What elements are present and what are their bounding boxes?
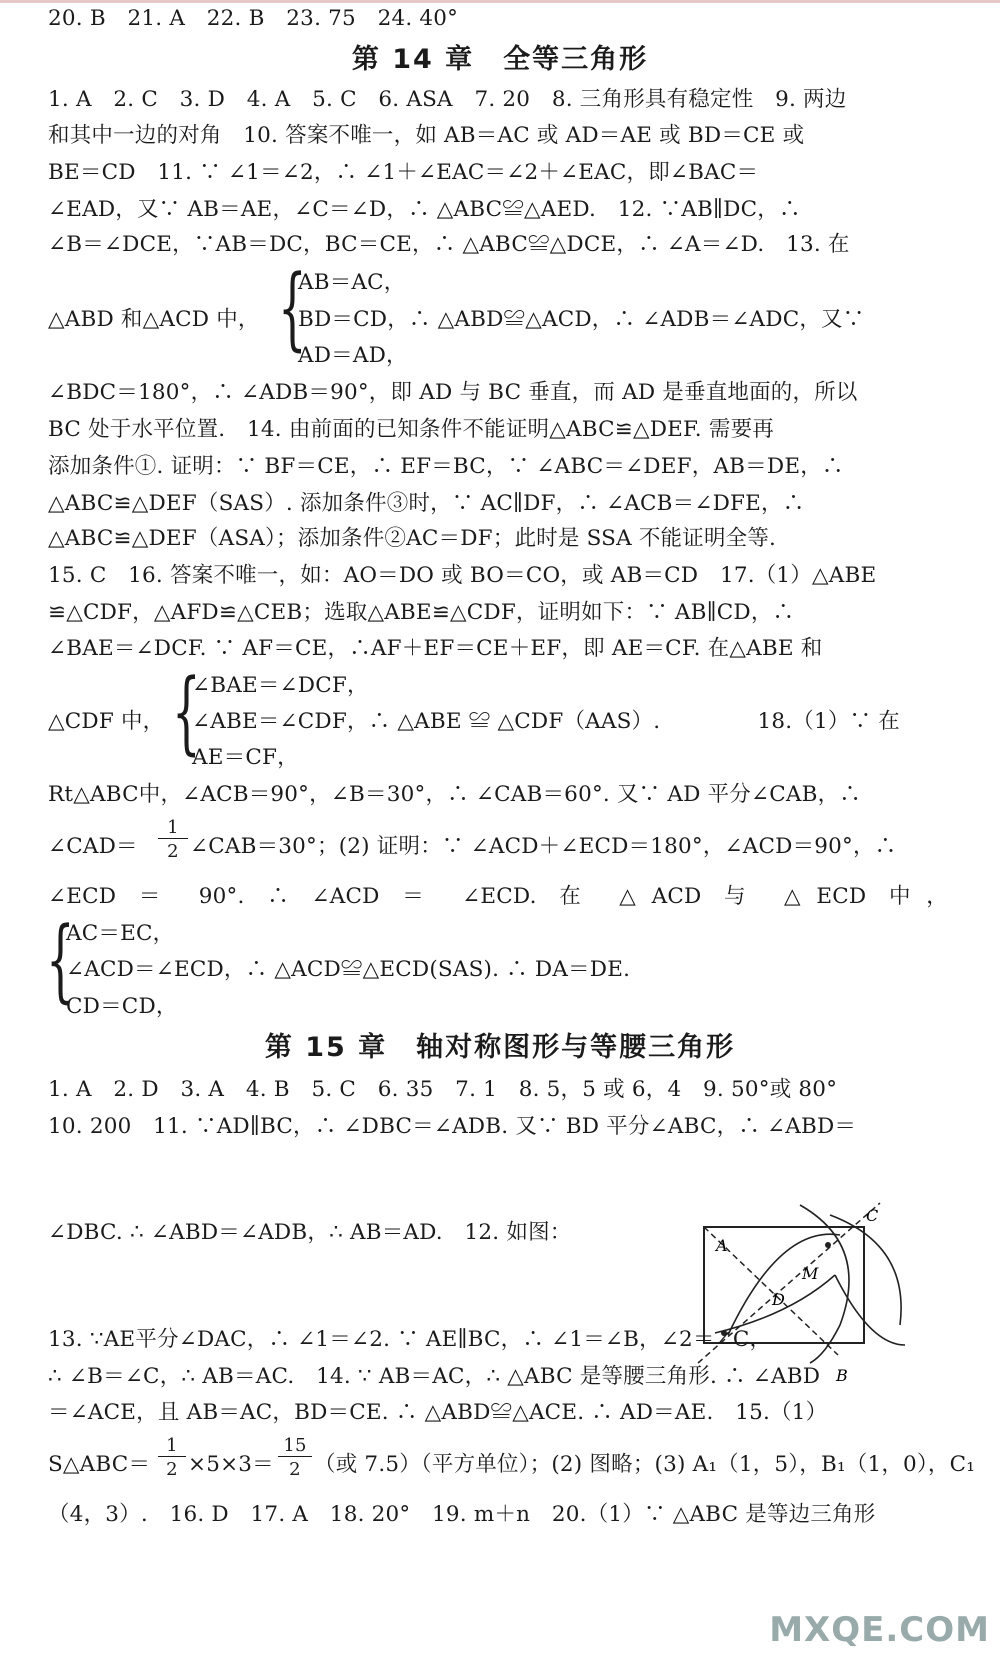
- answer-line: ∠BAE＝∠DCF. ∵ AF＝CE，∴AF＋EF＝CE＋EF，即 AE＝CF. 在△ABE 和: [48, 636, 823, 661]
- fraction-numerator: 1: [158, 818, 188, 839]
- answer-line: Rt△ABC中，∠ACB＝90°，∠B＝30°，∴ ∠CAB＝60°. 又∵ AD 平分∠CAB，∴: [48, 782, 861, 807]
- fraction-denominator: 2: [289, 1459, 301, 1480]
- answer-line: （或 7.5）（平方单位）；(2) 图略；(3) A₁（1，5），B₁（1，0），C₁: [314, 1452, 976, 1477]
- brace-line: AD＝AD，: [298, 343, 408, 368]
- answer-line: ＝∠ACE，且 AB＝AC，BD＝CE. ∴ △ABD≌△ACE. ∴ AD＝AE. 15.（1）: [48, 1400, 828, 1425]
- answer-line: 1. A 2. C 3. D 4. A 5. C 6. ASA 7. 20 8. 三角形具有稳定性 9. 两边: [48, 87, 847, 112]
- brace-line: BD＝CD，∴ △ABD≌△ACD，∴ ∠ADB＝∠ADC，又∵: [298, 307, 865, 332]
- answer-line: ∠CAB＝30°；(2) 证明：∵ ∠ACD＋∠ECD＝180°，∠ACD＝90°，∴: [190, 834, 897, 859]
- answer-line: 20. B 21. A 22. B 23. 75 24. 40°: [48, 6, 459, 31]
- answer-line: S△ABC＝: [48, 1452, 151, 1477]
- fraction-denominator: 2: [166, 1459, 178, 1480]
- answer-line: ∠B＝∠DCE，∵AB＝DC，BC＝CE，∴ △ABC≌△DCE，∴ ∠A＝∠D. 13. 在: [48, 232, 850, 257]
- answer-line: △ABC≌△DEF（SAS）. 添加条件③时，∵ AC∥DF，∴ ∠ACB＝∠DFE，∴: [48, 491, 805, 516]
- chapter-14-heading: 第 14 章 全等三角形: [351, 44, 649, 75]
- answer-line: △CDF 中，: [48, 709, 165, 734]
- brace-line: AE＝CF，: [192, 745, 299, 770]
- answer-line: ∴ ∠B＝∠C，∴ AB＝AC. 14. ∵ AB＝AC，∴ △ABC 是等腰三角形. ∴ ∠ABD: [48, 1364, 821, 1389]
- label-d: D: [772, 1290, 785, 1309]
- answer-line: 10. 200 11. ∵AD∥BC，∴ ∠DBC＝∠ADB. 又∵ BD 平分∠ABC，∴ ∠ABD＝: [48, 1114, 857, 1139]
- answer-line: ≌△CDF，△AFD≌△CEB；选取△ABE≌△CDF，证明如下：∵ AB∥CD，∴: [48, 600, 795, 625]
- label-m: M: [802, 1264, 819, 1283]
- brace-line: AC＝EC，: [66, 921, 175, 946]
- answer-line: 1. A 2. D 3. A 4. B 5. C 6. 35 7. 1 8. 5，5 或 6，4 9. 50°或 80°: [48, 1077, 838, 1102]
- answer-line: 15. C 16. 答案不唯一，如：AO＝DO 或 BO＝CO，或 AB＝CD 17.（1）△ABE: [48, 563, 877, 588]
- answer-line: 添加条件①. 证明：∵ BF＝CE，∴ EF＝BC，∵ ∠ABC＝∠DEF，AB＝DE，∴: [48, 454, 844, 479]
- brace-line: ∠ACD＝∠ECD，∴ △ACD≌△ECD(SAS). ∴ DA＝DE.: [66, 957, 631, 982]
- answer-line: BC 处于水平位置. 14. 由前面的已知条件不能证明△ABC≌△DEF. 需要再: [48, 417, 774, 442]
- answer-line: ∠DBC. ∴ ∠ABD＝∠ADB，∴ AB＝AD. 12. 如图：: [48, 1220, 572, 1245]
- fraction-numerator: 15: [278, 1436, 312, 1457]
- top-red-strip: [0, 0, 1000, 3]
- answer-line: BE＝CD 11. ∵ ∠1＝∠2，∴ ∠1＋∠EAC＝∠2＋∠EAC，即∠BAC＝: [48, 160, 759, 185]
- answer-line: ∠ECD ＝ 90°. ∴ ∠ACD ＝ ∠ECD. 在 △ACD 与 △ECD 中，: [48, 884, 948, 909]
- label-c: C: [866, 1206, 879, 1225]
- answer-line: 13. ∵AE平分∠DAC，∴ ∠1＝∠2. ∵ AE∥BC，∴ ∠1＝∠B，∠2＝∠C，: [48, 1327, 772, 1352]
- brace-line: ∠BAE＝∠DCF，: [192, 673, 369, 698]
- brace-line: CD＝CD，: [66, 994, 178, 1019]
- label-b: B: [836, 1366, 848, 1385]
- answer-line: （4，3）. 16. D 17. A 18. 20° 19. m＋n 20.（1）∵ △ABC 是等边三角形: [48, 1502, 876, 1527]
- answer-line: 和其中一边的对角 10. 答案不唯一，如 AB＝AC 或 AD＝AE 或 BD＝CE 或: [48, 123, 805, 148]
- answer-line: 18.（1）∵ 在: [757, 709, 900, 734]
- fraction-denominator: 2: [167, 841, 179, 862]
- answer-line: ×5×3＝: [188, 1452, 274, 1477]
- answer-line: △ABD 和△ACD 中，: [48, 307, 260, 332]
- label-a: A: [716, 1236, 728, 1255]
- left-brace: {: [172, 660, 201, 765]
- brace-line: AB＝AC，: [298, 270, 406, 295]
- chapter-15-heading: 第 15 章 轴对称图形与等腰三角形: [264, 1032, 736, 1063]
- fraction-numerator: 1: [158, 1436, 186, 1457]
- left-brace: {: [278, 256, 307, 361]
- answer-line: △ABC≌△DEF（ASA）；添加条件②AC＝DF；此时是 SSA 不能证明全等.: [48, 526, 777, 551]
- site-watermark: MXQE.COM: [769, 1610, 990, 1650]
- answer-line: ∠CAD＝: [48, 834, 138, 859]
- answer-line: ∠EAD，又∵ AB＝AE，∠C＝∠D，∴ △ABC≌△AED. 12. ∵AB∥DC，∴: [48, 197, 801, 222]
- left-brace: {: [46, 908, 75, 1013]
- answer-line: ∠BDC＝180°，∴ ∠ADB＝90°，即 AD 与 BC 垂直，而 AD 是垂直地面的，所以: [48, 380, 858, 405]
- brace-line: ∠ABE＝∠CDF，∴ △ABE ≌ △CDF（AAS）.: [192, 709, 661, 734]
